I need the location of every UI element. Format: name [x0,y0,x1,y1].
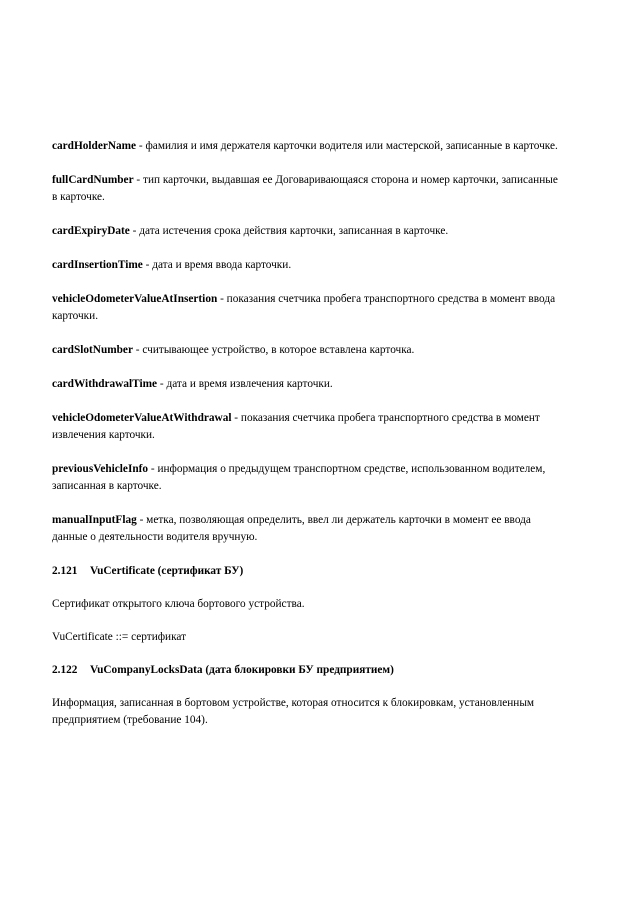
definition-term: cardHolderName [52,140,137,152]
definition-term: fullCardNumber [52,174,134,186]
definition-term: cardWithdrawalTime [52,378,158,390]
definition-manual-input-flag [52,512,562,546]
section-number: 2.122 [52,664,78,676]
definition-text: - фамилия и имя держателя карточки водителя или мастерской, записанные в карточке. [136,140,558,152]
section-heading-2-121 [52,563,562,580]
definition-card-holder-name [52,138,562,155]
definition-text: - показания счетчика пробега транспортного средства в момент ввода карточки. [52,293,556,322]
section-description: Информация, записанная в бортовом устройстве, которая относится к блокировкам, установленным предприятием (требование 104). [52,697,535,726]
section-title: VuCertificate (сертификат БУ) [90,565,244,577]
document-page [52,138,562,745]
definition-card-withdrawal-time [52,376,562,393]
definition-odometer-at-withdrawal [52,410,562,444]
definition-text: - дата и время ввода карточки. [142,259,292,271]
definition-term: vehicleOdometerValueAtWithdrawal [52,412,232,424]
definition-term: manualInputFlag [52,514,137,526]
section-title: VuCompanyLocksData (дата блокировки БУ предприятием) [90,664,394,676]
definition-full-card-number [52,172,562,206]
definition-text: - дата истечения срока действия карточки, записанная в карточке. [129,225,449,237]
type-definition: VuCertificate ::= сертификат [52,631,187,643]
definition-text: - метка, позволяющая определить, ввел ли держатель карточки в момент ее ввода данные о деятельности водителя вручную. [52,514,531,543]
definition-text: - дата и время извлечения карточки. [157,378,333,390]
definition-term: cardSlotNumber [52,344,133,356]
definition-text: - показания счетчика пробега транспортного средства в момент извлечения карточки. [52,412,540,441]
definition-term: cardInsertionTime [52,259,143,271]
section-number: 2.121 [52,565,78,577]
definition-term: cardExpiryDate [52,225,130,237]
definition-term: previousVehicleInfo [52,463,149,475]
definition-term: vehicleOdometerValueAtInsertion [52,293,218,305]
definition-previous-vehicle-info [52,461,562,495]
definition-card-slot-number [52,342,562,359]
definition-text: - информация о предыдущем транспортном средстве, использованном водителем, записанная в карточке. [52,463,546,492]
definition-card-expiry-date [52,223,562,240]
section-description: Сертификат открытого ключа бортового устройства. [52,598,305,610]
section-heading-2-122 [52,662,562,679]
definition-odometer-at-insertion [52,291,562,325]
definition-text: - считывающее устройство, в которое вставлена карточка. [132,344,415,356]
definition-text: - тип карточки, выдавшая ее Договаривающаяся сторона и номер карточки, записанные в карточке. [52,174,558,203]
definition-card-insertion-time [52,257,562,274]
